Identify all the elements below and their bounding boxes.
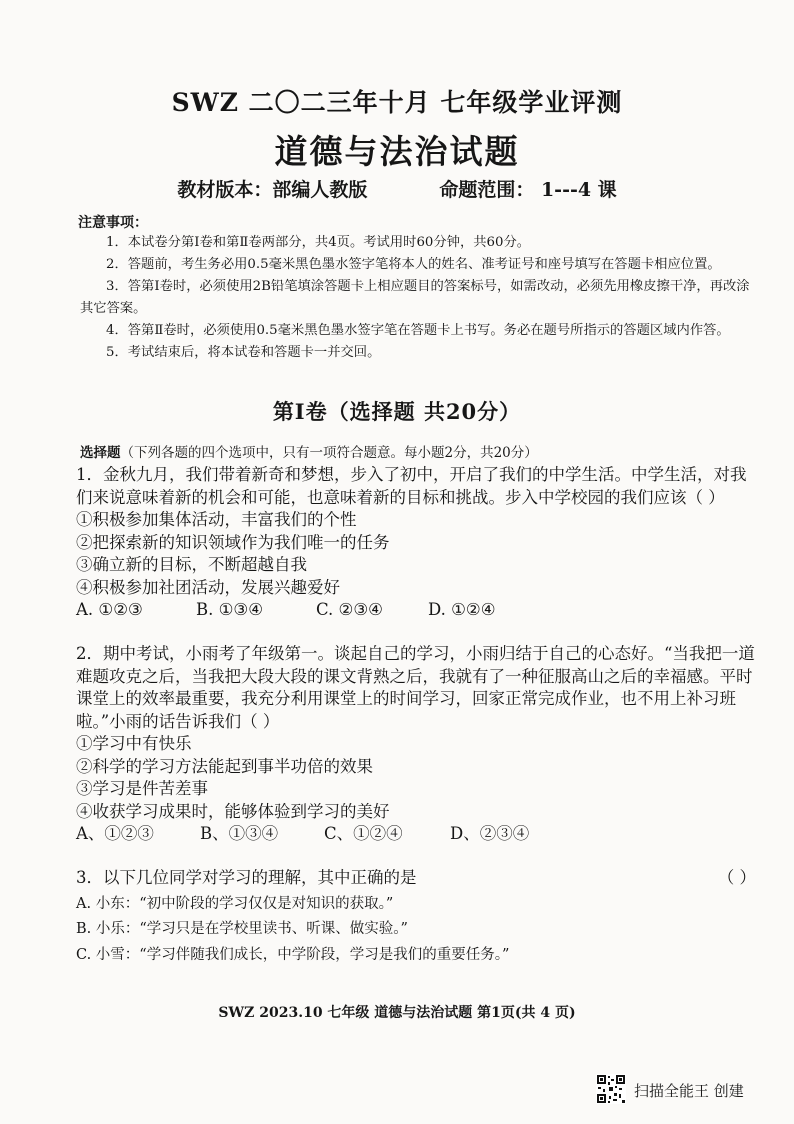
option-a: A. ①②③	[76, 600, 143, 619]
statement: B. 小乐：“学习只是在学校里读书、听课、做实验。”	[76, 921, 408, 937]
question-3	[76, 867, 756, 966]
intro-text: （下列各题的四个选项中，只有一项符合题意。每小题2分，共20分）	[120, 445, 538, 461]
statement: ④收获学习成果时，能够体验到学习的美好	[76, 801, 390, 821]
statement: A. 小东：“初中阶段的学习仅仅是对知识的获取。”	[76, 895, 394, 912]
question-2	[76, 643, 756, 846]
option-c: C、①②④	[324, 824, 403, 843]
question-stem-text: 3．以下几位同学对学习的理解，其中正确的是	[76, 868, 417, 887]
statement: ④积极参加社团活动，发展兴趣爱好	[76, 577, 340, 597]
statement: ②科学的学习方法能起到事半功倍的效果	[76, 756, 373, 776]
question-stem	[76, 867, 756, 890]
question-stem: 2．期中考试，小雨考了年级第一。谈起自己的学习，小雨归结于自己的心态好。“当我把一道难题攻克之后，当我把大段大段的课文背熟之后，我就有了一种征服高山之后的幸福感。平时课堂上的效率最重要，我充分利用课堂上的时间学习，回家正常完成作业，也不用上补习班啦。”小雨的话告诉我们（ ）	[76, 644, 755, 731]
options-row	[76, 823, 756, 846]
option-d: D、②③④	[450, 824, 530, 843]
section-intro	[80, 441, 538, 461]
question-stem: 1．金秋九月，我们带着新奇和梦想，步入了初中，开启了我们的中学生活。中学生活，对我们来说意味着新的机会和可能，也意味着新的目标和挑战。步入中学校园的我们应该（ ）	[76, 465, 747, 507]
scanner-watermark: 扫描全能王 创建	[634, 1082, 744, 1100]
answer-paren: （ ）	[717, 868, 756, 887]
section-title: 第Ⅰ卷（选择题 共20分）	[272, 399, 522, 424]
exam-meta	[0, 175, 794, 202]
notice-title: 注意事项：	[78, 215, 148, 231]
exam-title: 道德与法治试题	[274, 132, 520, 171]
option-b: B、①③④	[200, 824, 279, 843]
statement: ①积极参加集体活动，丰富我们的个性	[76, 510, 357, 529]
exam-scope: 命题范围： 1---4 课	[439, 179, 617, 201]
option-d: D. ①②④	[428, 600, 496, 619]
notice-item: 3．答第Ⅰ卷时，必须使用2B铅笔填涂答题卡上相应题目的答案标号，如需改动，必须先用橡皮擦干净，再改涂其它答案。	[80, 279, 750, 316]
intro-label: 选择题	[80, 445, 121, 461]
option-b: B. ①③④	[196, 600, 263, 619]
statement: ③确立新的目标，不断超越自我	[76, 555, 307, 574]
notice-item: 1．本试卷分第Ⅰ卷和第Ⅱ卷两部分，共4页。考试用时60分钟，共60分。	[106, 235, 531, 250]
options-row	[76, 599, 756, 622]
notice-item: 5．考试结束后，将本试卷和答题卡一并交回。	[106, 345, 381, 360]
textbook-edition: 教材版本：部编人教版	[177, 179, 368, 201]
question-1	[76, 464, 756, 622]
option-a: A、①②③	[76, 824, 154, 843]
option-c: C. ②③④	[316, 600, 383, 619]
notice-list	[80, 232, 760, 364]
page-footer: SWZ 2023.10 七年级 道德与法治试题 第1页(共 4 页)	[218, 1005, 576, 1021]
statement: ③学习是件苦差事	[76, 779, 208, 798]
statement: ②把探索新的知识领域作为我们唯一的任务	[76, 532, 390, 552]
notice-item: 4．答第Ⅱ卷时，必须使用0.5毫米黑色墨水签字笔在答题卡上书写。务必在题号所指示的答题区域内作答。	[106, 323, 730, 338]
statement: ①学习中有快乐	[76, 734, 192, 753]
notice-item: 2．答题前，考生务必用0.5毫米黑色墨水签字笔将本人的姓名、准考证号和座号填写在答题卡相应位置。	[106, 257, 721, 272]
qr-code-icon	[596, 1074, 626, 1104]
statement: C. 小雪：“学习伴随我们成长，中学阶段，学习是我们的重要任务。”	[76, 946, 510, 963]
exam-header-line: SWZ 二〇二三年十月 七年级学业评测	[171, 88, 623, 117]
